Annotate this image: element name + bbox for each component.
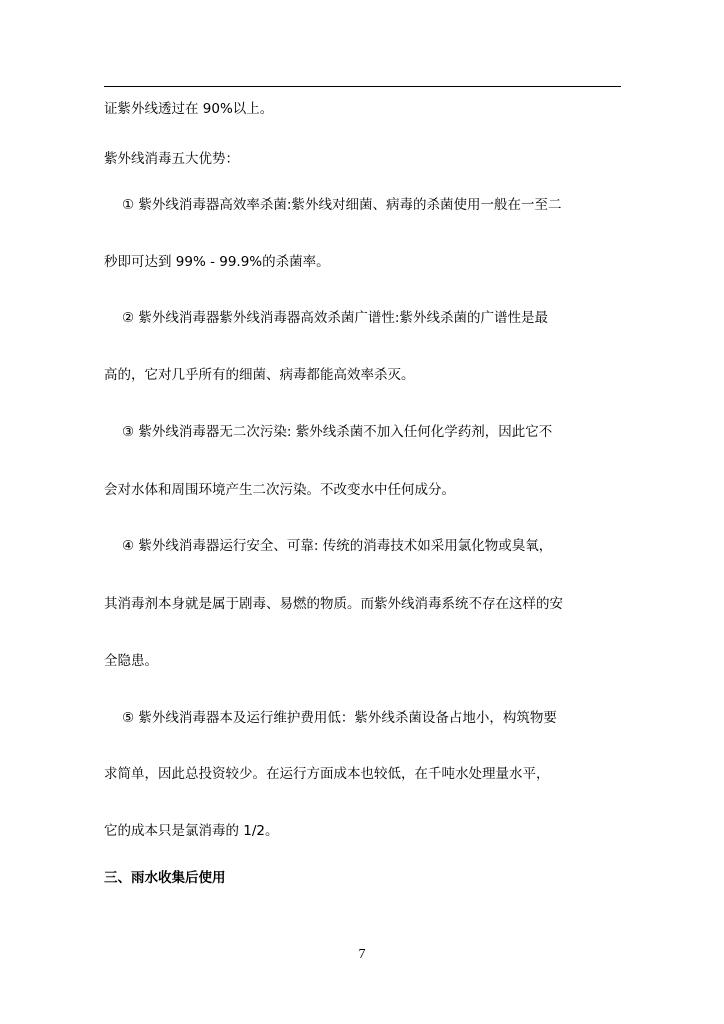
advantage-5-line-2: 求简单，因此总投资较少。在运行方面成本也较低，在千吨水处理量水平， — [104, 766, 550, 782]
advantage-4-line-3: 全隐患。 — [104, 653, 158, 669]
advantage-5-line-3: 它的成本只是氯消毒的 1/2。 — [104, 823, 279, 839]
page-number: 7 — [358, 947, 366, 962]
advantage-2-line-1: ② 紫外线消毒器紫外线消毒器高效杀菌广谱性:紫外线杀菌的广谱性是最 — [122, 310, 548, 326]
paragraph-line: 证紫外线透过在 90%以上。 — [104, 101, 274, 117]
advantage-4-line-1: ④ 紫外线消毒器运行安全、可靠: 传统的消毒技术如采用氯化物或臭氧， — [122, 538, 553, 554]
advantage-3-line-1: ③ 紫外线消毒器无二次污染: 紫外线杀菌不加入任何化学药剂，因此它不 — [122, 424, 553, 440]
advantage-1-line-1: ① 紫外线消毒器高效率杀菌:紫外线对细菌、病毒的杀菌使用一般在一至二 — [122, 197, 562, 213]
advantage-4-line-2: 其消毒剂本身就是属于剧毒、易燃的物质。而紫外线消毒系统不存在这样的安 — [104, 596, 563, 612]
advantage-3-line-2: 会对水体和周围环境产生二次污染。不改变水中任何成分。 — [104, 482, 455, 498]
advantage-1-line-2: 秒即可达到 99% - 99.9%的杀菌率。 — [104, 254, 330, 270]
paragraph-heading: 紫外线消毒五大优势： — [104, 151, 239, 167]
header-rule — [104, 86, 621, 87]
advantage-5-line-1: ⑤ 紫外线消毒器本及运行维护费用低：紫外线杀菌设备占地小，构筑物要 — [122, 710, 557, 726]
advantage-2-line-2: 高的，它对几乎所有的细菌、病毒都能高效率杀灭。 — [104, 367, 415, 383]
section-heading: 三、雨水收集后使用 — [104, 870, 226, 886]
